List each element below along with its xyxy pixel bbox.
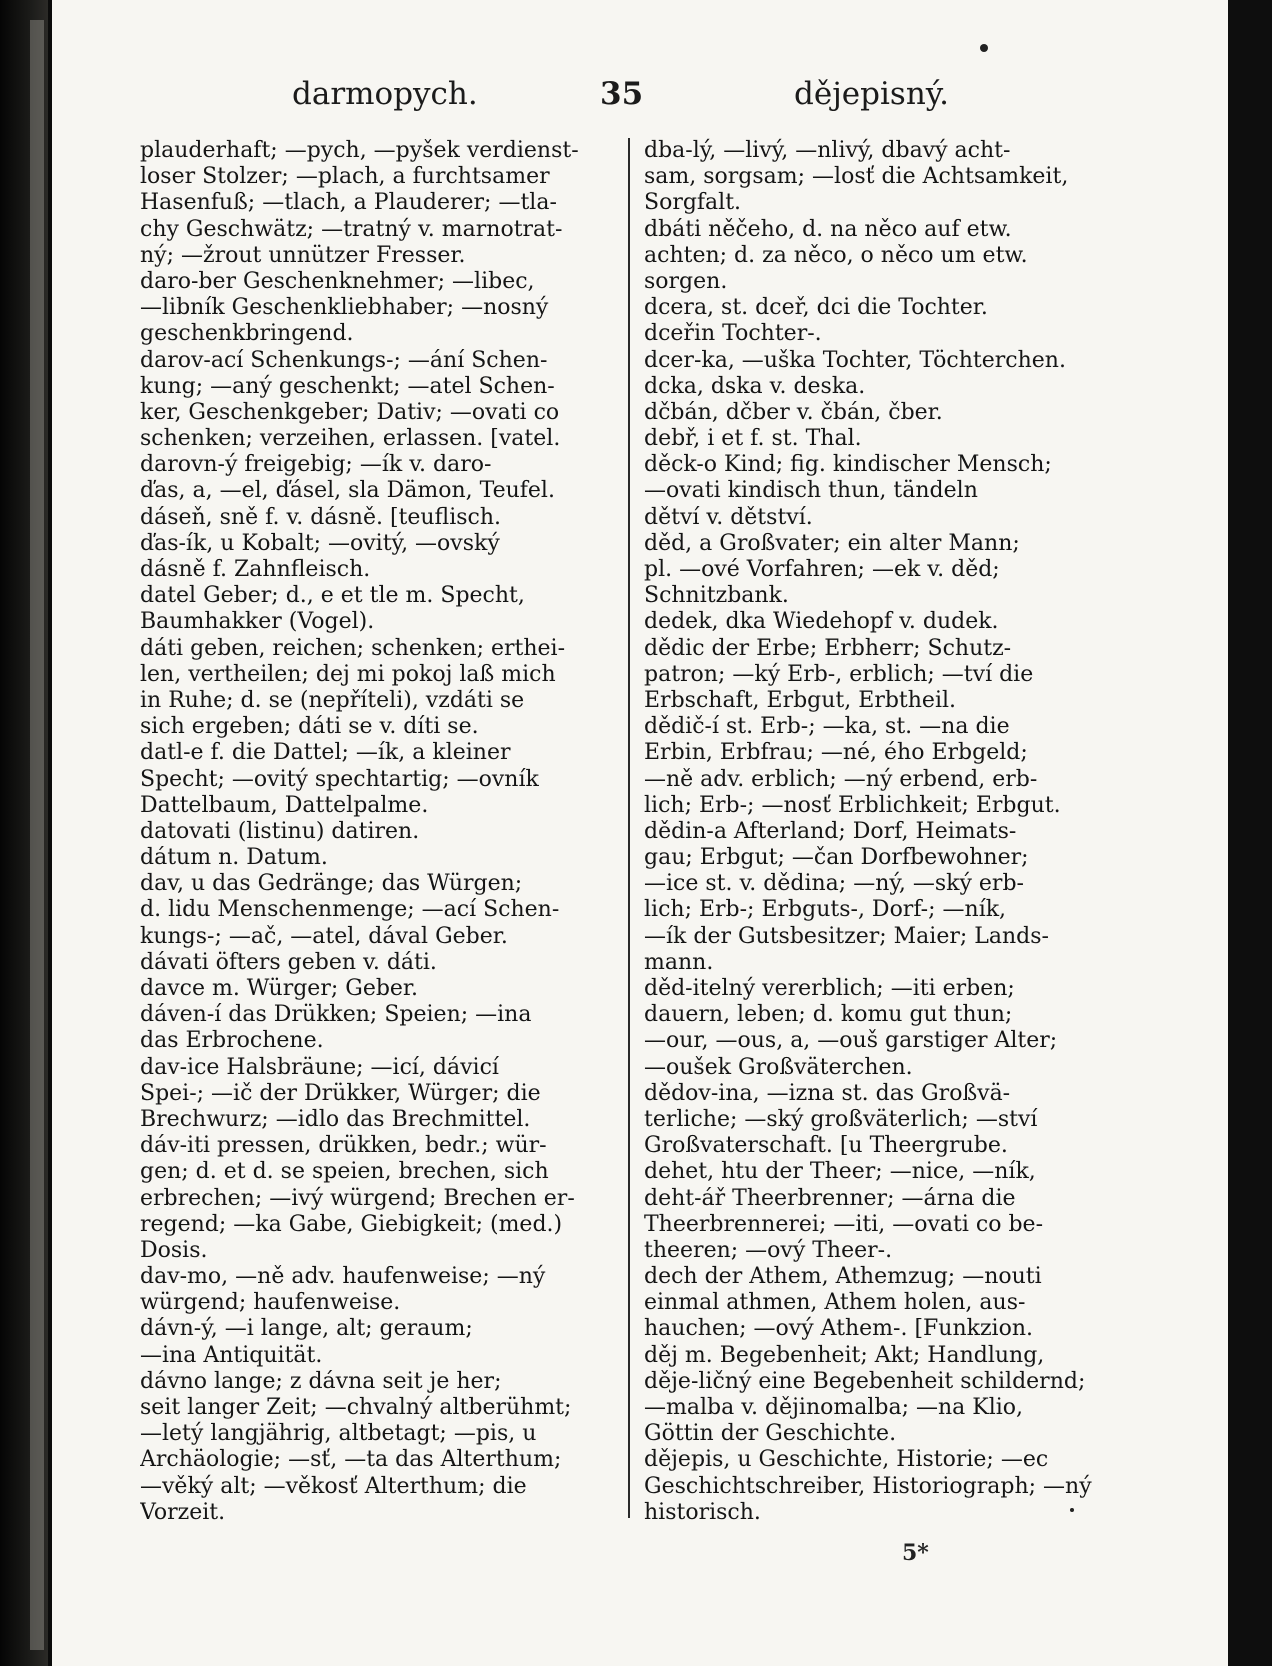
entry-line: dáven-í das Drükken; Speien; —ina	[140, 1002, 532, 1028]
entry-line: mann.	[644, 949, 714, 975]
entry-line: Göttin der Geschichte.	[644, 1421, 897, 1447]
right-column	[644, 138, 1094, 1526]
entry-line: —věký alt; —věkosť Alterthum; die	[140, 1473, 527, 1499]
entry-line: Theerbrennerei; —iti, —ovati co be-	[644, 1211, 1044, 1237]
entry-line: Sorgfalt.	[644, 190, 742, 216]
entry-line: Dattelbaum, Dattelpalme.	[140, 792, 429, 818]
entry-line: sam, sorgsam; —losť die Achtsamkeit,	[644, 164, 1069, 190]
entry-line: geschenkbringend.	[140, 321, 354, 347]
entry-line: dedek, dka Wiedehopf v. dudek.	[644, 609, 999, 635]
entry-line: —ovati kindisch thun, tändeln	[644, 478, 978, 504]
entry-line: patron; —ký Erb-, erblich; —tví die	[644, 661, 1034, 687]
entry-line: Erbschaft, Erbgut, Erbtheil.	[644, 687, 957, 713]
entry-line: dav, u das Gedränge; das Würgen;	[140, 871, 523, 897]
entry-line: Specht; —ovitý spechtartig; —ovník	[140, 766, 539, 792]
entry-line: einmal athmen, Athem holen, aus-	[644, 1290, 1026, 1316]
entry-line: děj m. Begebenheit; Akt; Handlung,	[644, 1342, 1045, 1368]
entry-line: ný; —žrout unnützer Fresser.	[140, 242, 466, 268]
entry-line: dávno lange; z dávna seit je her;	[140, 1368, 502, 1394]
entry-line: sich ergeben; dáti se v. díti se.	[140, 714, 479, 740]
entry-line: děck-o Kind; fig. kindischer Mensch;	[644, 452, 1052, 478]
entry-line: dceřin Tochter-.	[644, 321, 822, 347]
entry-line: dech der Athem, Athemzug; —nouti	[644, 1264, 1042, 1290]
entry-line: Geschichtschreiber, Historiograph; —ný	[644, 1473, 1092, 1499]
entry-line: dědin-a Afterland; Dorf, Heimats-	[644, 818, 1017, 844]
entry-line: gau; Erbgut; —čan Dorfbewohner;	[644, 845, 1029, 871]
entry-line: Baumhakker (Vogel).	[140, 609, 375, 635]
entry-line: Hasenfuß; —tlach, a Plauderer; —tla-	[140, 190, 557, 216]
entry-line: —letý langjährig, altbetagt; —pis, u	[140, 1421, 537, 1447]
entry-line: dědic der Erbe; Erbherr; Schutz-	[644, 635, 1012, 661]
speck	[1070, 1508, 1074, 1512]
entry-line: terliche; —ský großväterlich; —ství	[644, 1106, 1038, 1132]
entry-line: d. lidu Menschenmenge; —ací Schen-	[140, 897, 560, 923]
entry-line: darov-ací Schenkungs-; —ání Schen-	[140, 347, 548, 373]
entry-line: datl-e f. die Dattel; —ík, a kleiner	[140, 740, 511, 766]
entry-line: děje-ličný eine Begebenheit schildernd;	[644, 1368, 1086, 1394]
right-guide-word: dějepisný.	[794, 76, 950, 112]
entry-line: Vorzeit.	[140, 1499, 226, 1525]
entry-line: loser Stolzer; —plach, a furchtsamer	[140, 164, 550, 190]
entry-line: darovn-ý freigebig; —ík v. daro-	[140, 452, 492, 478]
entry-line: dba-lý, —livý, —nlivý, dbavý acht-	[644, 138, 1011, 163]
entry-line: Schnitzbank.	[644, 583, 789, 609]
entry-line: würgend; haufenweise.	[140, 1290, 401, 1316]
entry-line: dauern, leben; d. komu gut thun;	[644, 1002, 1013, 1028]
entry-line: seit langer Zeit; —chvalný altberühmt;	[140, 1395, 572, 1420]
dictionary-page	[52, 0, 1228, 1666]
entry-line: dávn-ý, —i lange, alt; geraum;	[140, 1316, 473, 1342]
entry-line: Spei-; —ič der Drükker, Würger; die	[140, 1080, 541, 1106]
left-column	[140, 138, 586, 1526]
entry-line: Brechwurz; —idlo das Brechmittel.	[140, 1106, 531, 1132]
entry-line: Großvaterschaft. [u Theergrube.	[644, 1133, 1008, 1159]
entry-line: dcer-ka, —uška Tochter, Töchterchen.	[644, 347, 1066, 373]
entry-line: sorgen.	[644, 268, 728, 294]
entry-line: Erbin, Erbfrau; —né, ého Erbgeld;	[644, 740, 1028, 766]
entry-line: deht-ář Theerbrenner; —árna die	[644, 1185, 1016, 1211]
entry-line: —ík der Gutsbesitzer; Maier; Lands-	[644, 923, 1049, 949]
entry-line: dáv-iti pressen, drükken, bedr.; wür-	[140, 1133, 547, 1159]
entry-line: lich; Erb-; —nosť Erblichkeit; Erbgut.	[644, 792, 1061, 818]
entry-line: ďas-ík, u Kobalt; —ovitý, —ovský	[140, 530, 500, 556]
entry-line: dávati öfters geben v. dáti.	[140, 949, 437, 975]
entry-line: dětví v. dětství.	[644, 504, 813, 530]
entry-line: theeren; —ový Theer-.	[644, 1237, 893, 1263]
entry-line: plauderhaft; —pych, —pyšek verdienst-	[140, 138, 579, 163]
entry-line: daro-ber Geschenknehmer; —libec,	[140, 268, 535, 294]
entry-line: —malba v. dějinomalba; —na Klio,	[644, 1395, 1024, 1420]
scan-left-edge	[0, 0, 48, 1666]
running-header	[52, 76, 1228, 136]
entry-line: dáseň, sně f. v. dásně. [teuflisch.	[140, 504, 502, 530]
entry-line: kung; —aný geschenkt; —atel Schen-	[140, 373, 555, 399]
entry-line: pl. —ové Vorfahren; —ek v. děd;	[644, 557, 1000, 582]
entry-line: —ice st. v. dědina; —ný, —ský erb-	[644, 871, 1024, 897]
entry-line: dcera, st. dceř, dci die Tochter.	[644, 295, 988, 321]
entry-line: hauchen; —ový Athem-. [Funkzion.	[644, 1316, 1033, 1342]
entry-line: chy Geschwätz; —tratný v. marnotrat-	[140, 216, 563, 242]
entry-line: dčbán, dčber v. čbán, čber.	[644, 399, 943, 425]
entry-line: in Ruhe; d. se (nepříteli), vzdáti se	[140, 687, 525, 713]
entry-line: regend; —ka Gabe, Giebigkeit; (med.)	[140, 1211, 563, 1237]
entry-line: debř, i et f. st. Thal.	[644, 426, 862, 452]
entry-line: —libník Geschenkliebhaber; —nosný	[140, 295, 549, 321]
entry-line: děd, a Großvater; ein alter Mann;	[644, 530, 1020, 556]
entry-line: —our, —ous, a, —ouš garstiger Alter;	[644, 1028, 1058, 1054]
entry-line: dav-ice Halsbräune; —icí, dávicí	[140, 1054, 499, 1080]
entry-line: erbrechen; —ivý würgend; Brechen er-	[140, 1185, 575, 1211]
previous-page-strip	[30, 20, 44, 1650]
entry-line: lich; Erb-; Erbguts-, Dorf-; —ník,	[644, 897, 1007, 923]
entry-line: —ně adv. erblich; —ný erbend, erb-	[644, 766, 1038, 792]
entry-line: achten; d. za něco, o něco um etw.	[644, 242, 1028, 268]
entry-line: děd-itelný vererblich; —iti erben;	[644, 976, 1015, 1001]
entry-line: ker, Geschenkgeber; Dativ; —ovati co	[140, 399, 560, 425]
entry-line: —ina Antiquität.	[140, 1342, 323, 1368]
entry-line: dcka, dska v. deska.	[644, 373, 866, 399]
entry-line: Dosis.	[140, 1237, 208, 1263]
entry-line: dehet, htu der Theer; —nice, —ník,	[644, 1159, 1036, 1185]
entry-line: datel Geber; d., e et tle m. Specht,	[140, 583, 525, 609]
entry-line: datovati (listinu) datiren.	[140, 818, 420, 844]
signature-mark: 5*	[902, 1540, 929, 1566]
entry-line: dědov-ina, —izna st. das Großvä-	[644, 1080, 1011, 1106]
column-divider	[628, 138, 630, 1518]
entry-line: dáti geben, reichen; schenken; erthei-	[140, 635, 566, 661]
entry-line: dav-mo, —ně adv. haufenweise; —ný	[140, 1264, 546, 1290]
entry-line: davce m. Würger; Geber.	[140, 976, 419, 1001]
entry-line: Archäologie; —sť, —ta das Alterthum;	[140, 1447, 562, 1473]
entry-line: dásně f. Zahnfleisch.	[140, 557, 371, 582]
entry-line: historisch.	[644, 1499, 761, 1525]
scan-right-edge	[1228, 0, 1272, 1666]
entry-line: das Erbrochene.	[140, 1028, 324, 1054]
entry-line: dátum n. Datum.	[140, 845, 328, 871]
entry-line: dbáti něčeho, d. na něco auf etw.	[644, 216, 1012, 242]
left-guide-word: darmopych.	[292, 76, 478, 112]
entry-line: ďas, a, —el, ďásel, sla Dämon, Teufel.	[140, 478, 555, 504]
entry-line: schenken; verzeihen, erlassen. [vatel.	[140, 426, 561, 452]
entry-line: len, vertheilen; dej mi pokoj laß mich	[140, 661, 556, 687]
entry-line: dědič-í st. Erb-; —ka, st. —na die	[644, 714, 1010, 740]
page-number: 35	[600, 76, 644, 112]
speck	[980, 44, 988, 52]
entry-line: kungs-; —ač, —atel, dával Geber.	[140, 923, 508, 949]
entry-line: gen; d. et d. se speien, brechen, sich	[140, 1159, 549, 1185]
entry-line: —oušek Großväterchen.	[644, 1054, 913, 1080]
entry-line: dějepis, u Geschichte, Historie; —ec	[644, 1447, 1049, 1473]
